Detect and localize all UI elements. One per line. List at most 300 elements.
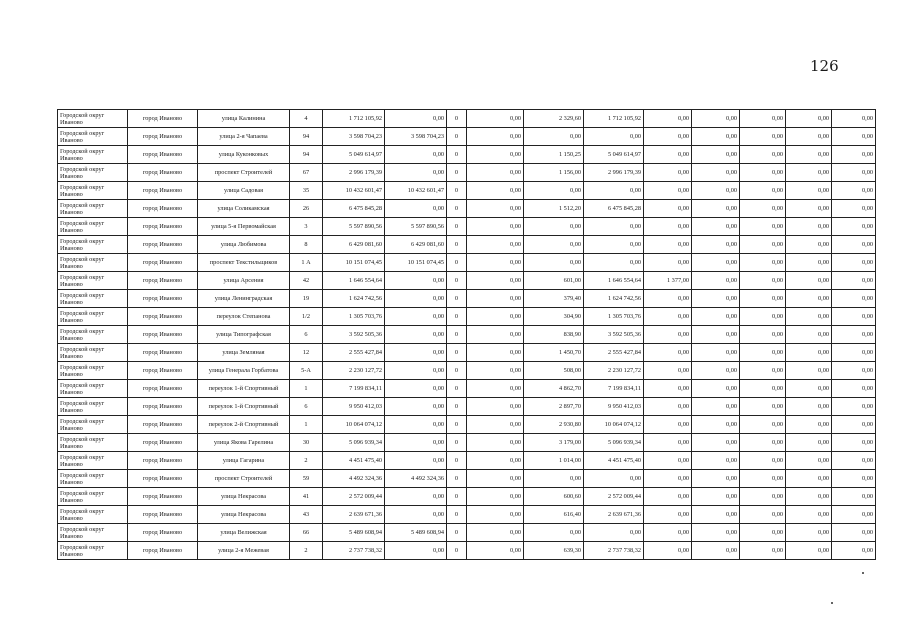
cell-cost-col-6: 0,00	[385, 434, 447, 452]
cell-count-col-7: 0	[447, 200, 467, 218]
cell-count-col-7: 0	[447, 182, 467, 200]
cell-cost-col-13: 0,00	[740, 272, 786, 290]
cell-cost-col-14: 0,00	[786, 182, 832, 200]
cell-cost-col-14: 0,00	[786, 434, 832, 452]
cell-total-cost: 2 996 179,39	[323, 164, 385, 182]
cell-total-cost: 7 199 834,11	[323, 380, 385, 398]
cell-cost-col-10: 1 646 554,64	[584, 272, 644, 290]
cell-cost-col-11: 0,00	[644, 452, 692, 470]
cell-cost-col-8: 0,00	[467, 542, 524, 560]
cell-cost-col-6: 6 429 081,60	[385, 236, 447, 254]
cell-total-cost: 1 624 742,56	[323, 290, 385, 308]
cell-cost-col-13: 0,00	[740, 344, 786, 362]
cell-cost-col-11: 0,00	[644, 542, 692, 560]
cell-cost-col-6: 10 151 074,45	[385, 254, 447, 272]
cell-cost-col-13: 0,00	[740, 416, 786, 434]
cell-cost-col-12: 0,00	[692, 272, 740, 290]
cell-street: проспект Строителей	[198, 470, 290, 488]
cell-cost-col-13: 0,00	[740, 254, 786, 272]
cell-total-cost: 3 598 704,23	[323, 128, 385, 146]
cell-area-col-9: 601,00	[524, 272, 584, 290]
cell-cost-col-11: 0,00	[644, 398, 692, 416]
cell-count-col-7: 0	[447, 290, 467, 308]
cell-house-number: 94	[290, 128, 323, 146]
cell-cost-col-8: 0,00	[467, 218, 524, 236]
cell-cost-col-6: 0,00	[385, 164, 447, 182]
cell-cost-col-8: 0,00	[467, 380, 524, 398]
cell-house-number: 41	[290, 488, 323, 506]
cell-cost-col-14: 0,00	[786, 290, 832, 308]
cell-district: Городской округ Иваново	[58, 308, 128, 326]
table-row	[58, 524, 876, 542]
cell-district: Городской округ Иваново	[58, 398, 128, 416]
cell-locality: город Иваново	[128, 434, 198, 452]
cell-count-col-7: 0	[447, 524, 467, 542]
cell-cost-col-10: 0,00	[584, 470, 644, 488]
cell-district: Городской округ Иваново	[58, 182, 128, 200]
cell-cost-col-10: 1 624 742,56	[584, 290, 644, 308]
scan-speck	[831, 602, 833, 604]
cell-cost-col-14: 0,00	[786, 146, 832, 164]
data-table	[57, 109, 876, 560]
cell-total-cost: 10 432 601,47	[323, 182, 385, 200]
cell-cost-col-15: 0,00	[832, 524, 876, 542]
cell-house-number: 59	[290, 470, 323, 488]
cell-total-cost: 2 639 671,36	[323, 506, 385, 524]
cell-cost-col-14: 0,00	[786, 542, 832, 560]
cell-total-cost: 9 950 412,03	[323, 398, 385, 416]
cell-area-col-9: 0,00	[524, 236, 584, 254]
cell-cost-col-10: 0,00	[584, 182, 644, 200]
cell-cost-col-15: 0,00	[832, 488, 876, 506]
cell-total-cost: 5 597 890,56	[323, 218, 385, 236]
cell-street: проспект Строителей	[198, 164, 290, 182]
cell-cost-col-14: 0,00	[786, 524, 832, 542]
cell-area-col-9: 1 150,25	[524, 146, 584, 164]
table-row	[58, 362, 876, 380]
cell-cost-col-15: 0,00	[832, 542, 876, 560]
cell-cost-col-11: 0,00	[644, 164, 692, 182]
cell-district: Городской округ Иваново	[58, 506, 128, 524]
cell-cost-col-6: 0,00	[385, 200, 447, 218]
cell-cost-col-12: 0,00	[692, 542, 740, 560]
cell-cost-col-13: 0,00	[740, 470, 786, 488]
cell-area-col-9: 838,90	[524, 326, 584, 344]
cell-cost-col-12: 0,00	[692, 254, 740, 272]
cell-district: Городской округ Иваново	[58, 362, 128, 380]
cell-count-col-7: 0	[447, 470, 467, 488]
cell-cost-col-15: 0,00	[832, 164, 876, 182]
table-row	[58, 452, 876, 470]
cell-count-col-7: 0	[447, 398, 467, 416]
cell-locality: город Иваново	[128, 452, 198, 470]
cell-cost-col-12: 0,00	[692, 146, 740, 164]
cell-cost-col-13: 0,00	[740, 326, 786, 344]
cell-street: переулок 1-й Спортивный	[198, 380, 290, 398]
cell-cost-col-11: 0,00	[644, 110, 692, 128]
cell-cost-col-12: 0,00	[692, 398, 740, 416]
cell-district: Городской округ Иваново	[58, 434, 128, 452]
cell-cost-col-11: 0,00	[644, 146, 692, 164]
cell-cost-col-12: 0,00	[692, 218, 740, 236]
cell-cost-col-10: 5 096 939,34	[584, 434, 644, 452]
cell-cost-col-15: 0,00	[832, 380, 876, 398]
cell-count-col-7: 0	[447, 254, 467, 272]
cell-street: улица Велижская	[198, 524, 290, 542]
table-row	[58, 344, 876, 362]
cell-cost-col-11: 0,00	[644, 182, 692, 200]
table-row	[58, 218, 876, 236]
cell-locality: город Иваново	[128, 110, 198, 128]
cell-count-col-7: 0	[447, 218, 467, 236]
cell-district: Городской округ Иваново	[58, 128, 128, 146]
cell-cost-col-14: 0,00	[786, 398, 832, 416]
cell-area-col-9: 0,00	[524, 128, 584, 146]
table-row	[58, 200, 876, 218]
cell-cost-col-6: 0,00	[385, 272, 447, 290]
cell-cost-col-11: 0,00	[644, 290, 692, 308]
cell-locality: город Иваново	[128, 506, 198, 524]
cell-cost-col-6: 0,00	[385, 488, 447, 506]
cell-cost-col-8: 0,00	[467, 470, 524, 488]
cell-cost-col-12: 0,00	[692, 290, 740, 308]
cell-cost-col-14: 0,00	[786, 254, 832, 272]
page-number: 126	[810, 57, 839, 75]
cell-cost-col-10: 6 475 845,28	[584, 200, 644, 218]
cell-locality: город Иваново	[128, 272, 198, 290]
cell-cost-col-14: 0,00	[786, 236, 832, 254]
cell-total-cost: 3 592 505,36	[323, 326, 385, 344]
cell-cost-col-13: 0,00	[740, 290, 786, 308]
cell-cost-col-12: 0,00	[692, 452, 740, 470]
cell-street: переулок 1-й Спортивный	[198, 398, 290, 416]
cell-cost-col-10: 0,00	[584, 128, 644, 146]
table-row	[58, 272, 876, 290]
cell-total-cost: 4 451 475,40	[323, 452, 385, 470]
cell-cost-col-13: 0,00	[740, 380, 786, 398]
table-row	[58, 542, 876, 560]
cell-cost-col-6: 0,00	[385, 308, 447, 326]
cell-cost-col-15: 0,00	[832, 506, 876, 524]
cell-cost-col-14: 0,00	[786, 506, 832, 524]
cell-cost-col-10: 1 712 105,92	[584, 110, 644, 128]
cell-area-col-9: 1 014,00	[524, 452, 584, 470]
table-row	[58, 380, 876, 398]
cell-cost-col-11: 0,00	[644, 218, 692, 236]
cell-locality: город Иваново	[128, 200, 198, 218]
cell-cost-col-13: 0,00	[740, 452, 786, 470]
cell-cost-col-8: 0,00	[467, 524, 524, 542]
cell-count-col-7: 0	[447, 416, 467, 434]
table-row	[58, 488, 876, 506]
cell-street: улица Ленинградская	[198, 290, 290, 308]
cell-count-col-7: 0	[447, 344, 467, 362]
cell-cost-col-10: 2 230 127,72	[584, 362, 644, 380]
cell-total-cost: 10 064 074,12	[323, 416, 385, 434]
cell-cost-col-10: 9 950 412,03	[584, 398, 644, 416]
cell-count-col-7: 0	[447, 326, 467, 344]
cell-house-number: 5-А	[290, 362, 323, 380]
cell-house-number: 19	[290, 290, 323, 308]
cell-locality: город Иваново	[128, 542, 198, 560]
table-row	[58, 308, 876, 326]
cell-cost-col-6: 10 432 601,47	[385, 182, 447, 200]
cell-house-number: 1	[290, 380, 323, 398]
cell-total-cost: 6 475 845,28	[323, 200, 385, 218]
cell-total-cost: 1 305 703,76	[323, 308, 385, 326]
cell-street: улица 5-я Первомайская	[198, 218, 290, 236]
cell-cost-col-8: 0,00	[467, 506, 524, 524]
cell-house-number: 30	[290, 434, 323, 452]
cell-district: Городской округ Иваново	[58, 110, 128, 128]
cell-cost-col-10: 2 555 427,84	[584, 344, 644, 362]
cell-locality: город Иваново	[128, 470, 198, 488]
cell-area-col-9: 3 179,00	[524, 434, 584, 452]
cell-cost-col-13: 0,00	[740, 200, 786, 218]
cell-total-cost: 5 489 608,94	[323, 524, 385, 542]
cell-cost-col-8: 0,00	[467, 254, 524, 272]
cell-cost-col-6: 0,00	[385, 290, 447, 308]
cell-cost-col-13: 0,00	[740, 524, 786, 542]
cell-cost-col-15: 0,00	[832, 416, 876, 434]
cell-district: Городской округ Иваново	[58, 200, 128, 218]
cell-cost-col-12: 0,00	[692, 362, 740, 380]
cell-house-number: 26	[290, 200, 323, 218]
cell-count-col-7: 0	[447, 110, 467, 128]
cell-street: улица Калинина	[198, 110, 290, 128]
cell-cost-col-8: 0,00	[467, 146, 524, 164]
cell-locality: город Иваново	[128, 416, 198, 434]
cell-cost-col-11: 0,00	[644, 236, 692, 254]
cell-cost-col-14: 0,00	[786, 164, 832, 182]
cell-count-col-7: 0	[447, 362, 467, 380]
cell-cost-col-6: 0,00	[385, 452, 447, 470]
cell-area-col-9: 616,40	[524, 506, 584, 524]
cell-cost-col-6: 0,00	[385, 380, 447, 398]
cell-cost-col-14: 0,00	[786, 272, 832, 290]
table-row	[58, 470, 876, 488]
cell-street: улица Куконковых	[198, 146, 290, 164]
cell-area-col-9: 2 897,70	[524, 398, 584, 416]
cell-cost-col-15: 0,00	[832, 182, 876, 200]
cell-cost-col-15: 0,00	[832, 470, 876, 488]
cell-area-col-9: 0,00	[524, 254, 584, 272]
table-row	[58, 236, 876, 254]
cell-cost-col-13: 0,00	[740, 218, 786, 236]
cell-cost-col-14: 0,00	[786, 488, 832, 506]
cell-street: улица Якова Гарелина	[198, 434, 290, 452]
cell-count-col-7: 0	[447, 308, 467, 326]
cell-locality: город Иваново	[128, 380, 198, 398]
cell-cost-col-11: 0,00	[644, 524, 692, 542]
table-row	[58, 146, 876, 164]
cell-cost-col-13: 0,00	[740, 398, 786, 416]
table-row	[58, 326, 876, 344]
cell-cost-col-8: 0,00	[467, 344, 524, 362]
cell-cost-col-14: 0,00	[786, 470, 832, 488]
cell-house-number: 4	[290, 110, 323, 128]
cell-cost-col-12: 0,00	[692, 128, 740, 146]
cell-cost-col-13: 0,00	[740, 164, 786, 182]
cell-total-cost: 2 230 127,72	[323, 362, 385, 380]
cell-house-number: 43	[290, 506, 323, 524]
cell-cost-col-6: 0,00	[385, 326, 447, 344]
cell-count-col-7: 0	[447, 146, 467, 164]
cell-cost-col-8: 0,00	[467, 362, 524, 380]
cell-cost-col-15: 0,00	[832, 272, 876, 290]
cell-cost-col-6: 0,00	[385, 146, 447, 164]
cell-cost-col-8: 0,00	[467, 110, 524, 128]
cell-cost-col-11: 0,00	[644, 254, 692, 272]
cell-count-col-7: 0	[447, 542, 467, 560]
cell-district: Городской округ Иваново	[58, 290, 128, 308]
cell-cost-col-12: 0,00	[692, 326, 740, 344]
cell-area-col-9: 1 450,70	[524, 344, 584, 362]
cell-cost-col-13: 0,00	[740, 362, 786, 380]
cell-area-col-9: 600,60	[524, 488, 584, 506]
cell-area-col-9: 0,00	[524, 182, 584, 200]
cell-house-number: 2	[290, 542, 323, 560]
data-table-wrapper	[57, 109, 876, 560]
cell-cost-col-14: 0,00	[786, 110, 832, 128]
cell-area-col-9: 2 930,80	[524, 416, 584, 434]
cell-locality: город Иваново	[128, 362, 198, 380]
cell-cost-col-13: 0,00	[740, 110, 786, 128]
cell-house-number: 2	[290, 452, 323, 470]
table-row	[58, 398, 876, 416]
cell-cost-col-6: 0,00	[385, 362, 447, 380]
cell-cost-col-15: 0,00	[832, 290, 876, 308]
cell-total-cost: 2 555 427,84	[323, 344, 385, 362]
cell-area-col-9: 0,00	[524, 218, 584, 236]
cell-cost-col-11: 0,00	[644, 434, 692, 452]
cell-street: переулок Степанова	[198, 308, 290, 326]
cell-house-number: 12	[290, 344, 323, 362]
table-row	[58, 290, 876, 308]
cell-cost-col-8: 0,00	[467, 236, 524, 254]
cell-street: улица Некрасова	[198, 506, 290, 524]
cell-count-col-7: 0	[447, 272, 467, 290]
cell-cost-col-11: 0,00	[644, 344, 692, 362]
cell-house-number: 6	[290, 398, 323, 416]
cell-total-cost: 10 151 074,45	[323, 254, 385, 272]
cell-locality: город Иваново	[128, 128, 198, 146]
cell-cost-col-12: 0,00	[692, 434, 740, 452]
cell-cost-col-14: 0,00	[786, 452, 832, 470]
cell-area-col-9: 2 329,60	[524, 110, 584, 128]
cell-total-cost: 1 646 554,64	[323, 272, 385, 290]
cell-district: Городской округ Иваново	[58, 344, 128, 362]
table-row	[58, 110, 876, 128]
cell-cost-col-10: 0,00	[584, 236, 644, 254]
cell-cost-col-13: 0,00	[740, 128, 786, 146]
cell-cost-col-8: 0,00	[467, 164, 524, 182]
cell-cost-col-11: 0,00	[644, 416, 692, 434]
cell-cost-col-12: 0,00	[692, 344, 740, 362]
cell-cost-col-12: 0,00	[692, 164, 740, 182]
cell-cost-col-10: 2 572 009,44	[584, 488, 644, 506]
cell-street: улица 2-я Межевая	[198, 542, 290, 560]
cell-locality: город Иваново	[128, 164, 198, 182]
cell-cost-col-14: 0,00	[786, 200, 832, 218]
cell-total-cost: 5 049 614,97	[323, 146, 385, 164]
cell-cost-col-8: 0,00	[467, 452, 524, 470]
cell-cost-col-15: 0,00	[832, 326, 876, 344]
cell-total-cost: 5 096 939,34	[323, 434, 385, 452]
cell-district: Городской округ Иваново	[58, 452, 128, 470]
cell-district: Городской округ Иваново	[58, 524, 128, 542]
cell-district: Городской округ Иваново	[58, 326, 128, 344]
cell-cost-col-14: 0,00	[786, 362, 832, 380]
cell-cost-col-15: 0,00	[832, 362, 876, 380]
scan-speck	[862, 572, 864, 574]
cell-street: проспект Текстильщиков	[198, 254, 290, 272]
cell-cost-col-15: 0,00	[832, 398, 876, 416]
cell-street: улица 2-я Чапаева	[198, 128, 290, 146]
cell-district: Городской округ Иваново	[58, 470, 128, 488]
cell-house-number: 1	[290, 416, 323, 434]
cell-house-number: 66	[290, 524, 323, 542]
cell-cost-col-8: 0,00	[467, 434, 524, 452]
cell-cost-col-10: 4 451 475,40	[584, 452, 644, 470]
cell-cost-col-13: 0,00	[740, 182, 786, 200]
cell-cost-col-10: 0,00	[584, 254, 644, 272]
cell-cost-col-15: 0,00	[832, 218, 876, 236]
cell-cost-col-15: 0,00	[832, 110, 876, 128]
cell-area-col-9: 304,90	[524, 308, 584, 326]
cell-cost-col-15: 0,00	[832, 344, 876, 362]
cell-count-col-7: 0	[447, 452, 467, 470]
cell-total-cost: 4 492 324,36	[323, 470, 385, 488]
cell-street: улица Гагарина	[198, 452, 290, 470]
cell-cost-col-10: 10 064 074,12	[584, 416, 644, 434]
cell-count-col-7: 0	[447, 506, 467, 524]
cell-cost-col-10: 2 996 179,39	[584, 164, 644, 182]
cell-cost-col-8: 0,00	[467, 326, 524, 344]
cell-street: улица Садовая	[198, 182, 290, 200]
cell-cost-col-14: 0,00	[786, 326, 832, 344]
cell-cost-col-14: 0,00	[786, 308, 832, 326]
cell-count-col-7: 0	[447, 164, 467, 182]
cell-cost-col-8: 0,00	[467, 308, 524, 326]
cell-cost-col-13: 0,00	[740, 434, 786, 452]
cell-cost-col-14: 0,00	[786, 128, 832, 146]
table-row	[58, 254, 876, 272]
cell-count-col-7: 0	[447, 434, 467, 452]
table-row	[58, 182, 876, 200]
cell-cost-col-13: 0,00	[740, 236, 786, 254]
cell-cost-col-15: 0,00	[832, 434, 876, 452]
cell-district: Городской округ Иваново	[58, 218, 128, 236]
cell-house-number: 67	[290, 164, 323, 182]
cell-district: Городской округ Иваново	[58, 164, 128, 182]
cell-locality: город Иваново	[128, 254, 198, 272]
cell-locality: город Иваново	[128, 344, 198, 362]
cell-cost-col-13: 0,00	[740, 146, 786, 164]
cell-cost-col-12: 0,00	[692, 506, 740, 524]
cell-cost-col-11: 1 377,00	[644, 272, 692, 290]
cell-total-cost: 1 712 105,92	[323, 110, 385, 128]
cell-cost-col-11: 0,00	[644, 362, 692, 380]
cell-district: Городской округ Иваново	[58, 416, 128, 434]
cell-locality: город Иваново	[128, 524, 198, 542]
cell-area-col-9: 4 862,70	[524, 380, 584, 398]
cell-cost-col-6: 0,00	[385, 542, 447, 560]
cell-area-col-9: 1 512,20	[524, 200, 584, 218]
cell-cost-col-14: 0,00	[786, 218, 832, 236]
table-body	[58, 110, 876, 560]
cell-district: Городской округ Иваново	[58, 254, 128, 272]
